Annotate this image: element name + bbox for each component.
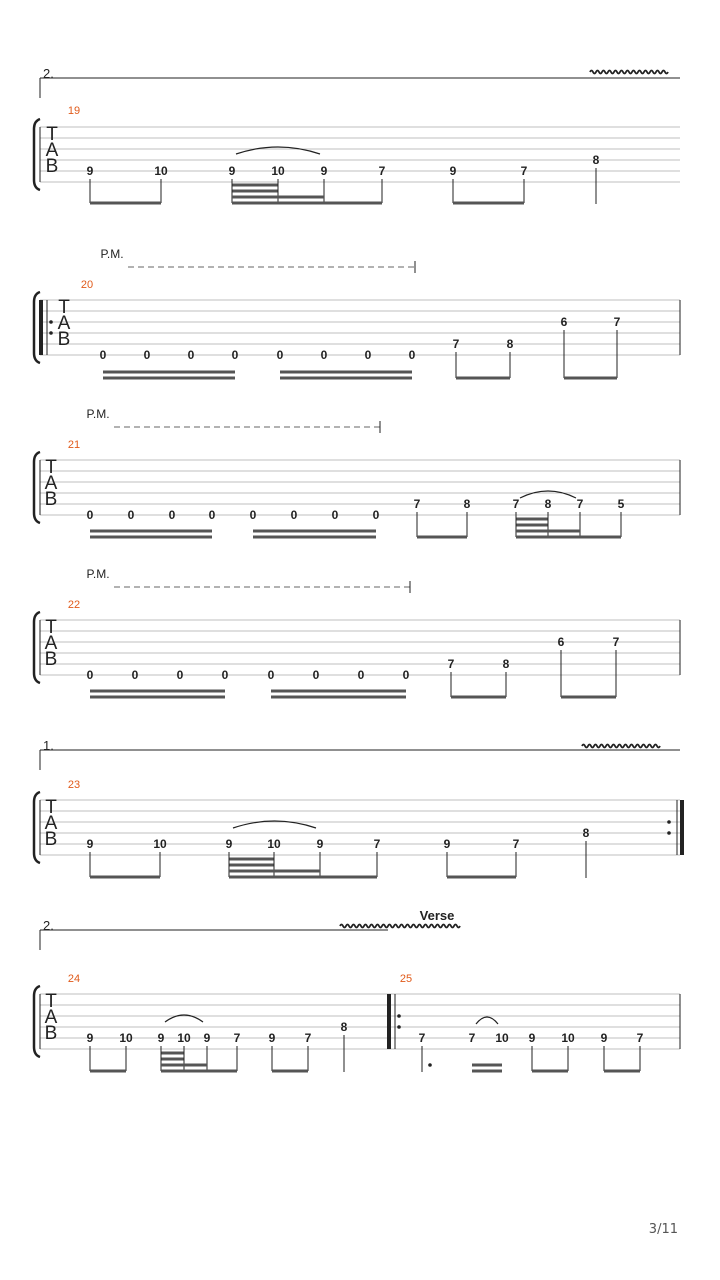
measure-number: 22 [67, 599, 81, 611]
fret-number: 8 [340, 1020, 348, 1034]
ending-label: 2. [43, 66, 54, 81]
system-bracket [34, 986, 40, 1057]
fret-number: 9 [268, 1031, 276, 1045]
fret-number: 0 [276, 348, 284, 362]
tab-clef-t: T [45, 991, 57, 1012]
fret-number: 8 [582, 826, 590, 840]
fret-number: 10 [177, 1031, 191, 1045]
fret-number: 10 [495, 1031, 509, 1045]
fret-number: 7 [613, 315, 621, 329]
palm-mute-label: P.M. [100, 247, 124, 261]
fret-number: 9 [225, 837, 233, 851]
tie-arc [476, 1017, 498, 1024]
tab-clef-b: B [57, 329, 71, 350]
repeat-dot [667, 831, 671, 835]
dotted-note-dot [428, 1063, 432, 1067]
fret-number: 9 [86, 164, 94, 178]
fret-number: 10 [561, 1031, 575, 1045]
fret-number: 10 [154, 164, 168, 178]
tab-clef-a: A [44, 1007, 58, 1028]
tab-clef-b: B [44, 489, 58, 510]
fret-number: 5 [617, 497, 625, 511]
vibrato-mark [582, 745, 660, 748]
fret-number: 0 [402, 668, 410, 682]
repeat-dot [49, 331, 53, 335]
ending-label: 1. [43, 738, 54, 753]
fret-number: 7 [512, 497, 520, 511]
fret-number: 0 [99, 348, 107, 362]
ending-label: 2. [43, 918, 54, 933]
fret-number: 10 [153, 837, 167, 851]
fret-number: 0 [208, 508, 216, 522]
fret-number: 0 [267, 668, 275, 682]
fret-number: 0 [231, 348, 239, 362]
fret-number: 0 [364, 348, 372, 362]
tie-arc [236, 147, 320, 154]
fret-number: 0 [143, 348, 151, 362]
measure-number: 19 [67, 105, 81, 117]
tab-clef-a: A [44, 633, 58, 654]
fret-number: 9 [449, 164, 457, 178]
tab-clef-b: B [45, 156, 59, 177]
fret-number: 0 [176, 668, 184, 682]
system-bracket [34, 792, 40, 863]
fret-number: 9 [157, 1031, 165, 1045]
fret-number: 7 [612, 635, 620, 649]
fret-number: 9 [86, 837, 94, 851]
system-bracket [34, 612, 40, 683]
fret-number: 7 [447, 657, 455, 671]
tab-clef-a: A [44, 813, 58, 834]
fret-number: 10 [271, 164, 285, 178]
fret-number: 0 [86, 508, 94, 522]
fret-number: 9 [320, 164, 328, 178]
measure-number: 21 [67, 439, 81, 451]
fret-number: 8 [506, 337, 514, 351]
fret-number: 7 [304, 1031, 312, 1045]
fret-number: 7 [512, 837, 520, 851]
fret-number: 7 [233, 1031, 241, 1045]
fret-number: 0 [290, 508, 298, 522]
fret-number: 0 [331, 508, 339, 522]
tab-clef-a: A [57, 313, 71, 334]
fret-number: 7 [468, 1031, 476, 1045]
system-bracket [34, 452, 40, 523]
fret-number: 0 [86, 668, 94, 682]
tab-clef-b: B [44, 1023, 58, 1044]
fret-number: 7 [413, 497, 421, 511]
fret-number: 10 [119, 1031, 133, 1045]
tab-clef-b: B [44, 649, 58, 670]
repeat-dot [397, 1025, 401, 1029]
fret-number: 6 [560, 315, 568, 329]
fret-number: 7 [452, 337, 460, 351]
fret-number: 7 [418, 1031, 426, 1045]
tab-clef-t: T [45, 457, 57, 478]
palm-mute-label: P.M. [86, 407, 110, 421]
tab-clef-a: A [44, 473, 58, 494]
fret-number: 0 [168, 508, 176, 522]
system-bracket [34, 119, 40, 190]
fret-number: 7 [576, 497, 584, 511]
fret-number: 9 [86, 1031, 94, 1045]
fret-number: 7 [520, 164, 528, 178]
tab-clef-a: A [45, 140, 59, 161]
fret-number: 0 [131, 668, 139, 682]
fret-number: 7 [378, 164, 386, 178]
fret-number: 0 [408, 348, 416, 362]
fret-number: 0 [187, 348, 195, 362]
fret-number: 9 [203, 1031, 211, 1045]
fret-number: 9 [228, 164, 236, 178]
fret-number: 0 [221, 668, 229, 682]
vibrato-mark [590, 71, 668, 74]
tab-clef-t: T [46, 124, 58, 145]
measure-number: 20 [80, 279, 94, 291]
section-label: Verse [419, 908, 455, 923]
fret-number: 8 [463, 497, 471, 511]
tab-clef-t: T [45, 617, 57, 638]
page-number: 3/11 [648, 1222, 678, 1237]
fret-number: 8 [502, 657, 510, 671]
fret-number: 0 [357, 668, 365, 682]
measure-number: 24 [67, 973, 81, 985]
measure-number: 23 [67, 779, 81, 791]
fret-number: 10 [267, 837, 281, 851]
fret-number: 9 [316, 837, 324, 851]
fret-number: 9 [443, 837, 451, 851]
repeat-dot [49, 320, 53, 324]
vibrato-mark [340, 925, 460, 928]
repeat-dot [667, 820, 671, 824]
fret-number: 9 [600, 1031, 608, 1045]
tab-clef-t: T [45, 797, 57, 818]
fret-number: 8 [544, 497, 552, 511]
fret-number: 8 [592, 153, 600, 167]
palm-mute-label: P.M. [86, 567, 110, 581]
fret-number: 6 [557, 635, 565, 649]
repeat-dot [397, 1014, 401, 1018]
fret-number: 0 [372, 508, 380, 522]
fret-number: 0 [320, 348, 328, 362]
fret-number: 7 [373, 837, 381, 851]
fret-number: 0 [127, 508, 135, 522]
measure-number: 25 [399, 973, 413, 985]
tab-clef-b: B [44, 829, 58, 850]
fret-number: 0 [312, 668, 320, 682]
fret-number: 9 [528, 1031, 536, 1045]
fret-number: 7 [636, 1031, 644, 1045]
tab-clef-t: T [58, 297, 70, 318]
fret-number: 0 [249, 508, 257, 522]
